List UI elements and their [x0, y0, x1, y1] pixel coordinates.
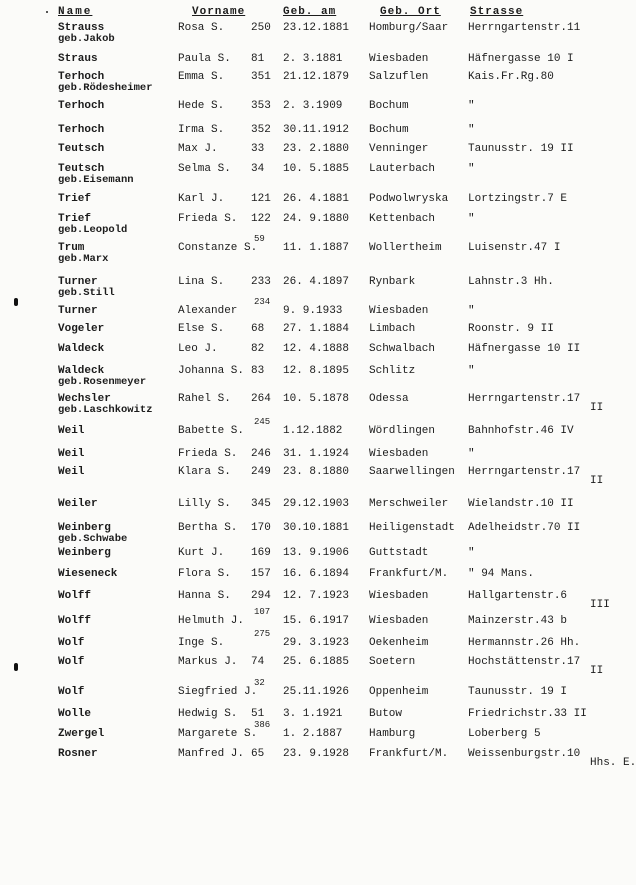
- record-birth-date: 21.12.1879: [283, 71, 350, 83]
- record-birth-place: Butow: [369, 708, 403, 720]
- record-birth-place: Wiesbaden: [369, 53, 429, 65]
- record-street: Taunusstr. 19 I: [468, 686, 568, 698]
- record-street: Hallgartenstr.6: [468, 590, 568, 602]
- record-number: 33: [251, 143, 265, 155]
- record-number: 170: [251, 522, 271, 534]
- record-birth-date: 2. 3.1881: [283, 53, 343, 65]
- record-birth-date: 12. 4.1888: [283, 343, 350, 355]
- record-birth-date: 3. 1.1921: [283, 708, 343, 720]
- record-birth-date: 30.11.1912: [283, 124, 350, 136]
- list-item: [0, 522, 623, 548]
- record-birth-date: 1. 2.1887: [283, 728, 343, 740]
- record-name: Teutsch: [58, 143, 105, 155]
- record-name: Trum: [58, 242, 85, 254]
- record-number: 345: [251, 498, 271, 510]
- record-first-name: Emma S.: [178, 71, 225, 83]
- record-name: Teutsch: [58, 163, 105, 175]
- record-first-name: Lina S.: [178, 276, 225, 288]
- margin-mark: [14, 663, 18, 671]
- record-birth-place: Wiesbaden: [369, 590, 429, 602]
- header-strasse: Strasse: [470, 6, 524, 18]
- record-birth-date: 23.12.1881: [283, 22, 350, 34]
- record-number: 249: [251, 466, 271, 478]
- record-birth-date: 9. 9.1933: [283, 305, 343, 317]
- record-first-name: Irma S.: [178, 124, 225, 136]
- record-name: Wolf: [58, 686, 85, 698]
- record-street: Mainzerstr.43 b: [468, 615, 568, 627]
- record-first-name: Frieda S.: [178, 448, 238, 460]
- record-birth-place: Oekenheim: [369, 637, 429, 649]
- record-birth-place: Rynbark: [369, 276, 416, 288]
- record-number: 264: [251, 393, 271, 405]
- list-item: [0, 365, 623, 391]
- record-birth-place: Wiesbaden: [369, 305, 429, 317]
- record-first-name: Markus J.: [178, 656, 238, 668]
- record-street: ": [468, 547, 475, 559]
- record-street: Bahnhofstr.46 IV: [468, 425, 574, 437]
- list-item: [0, 163, 623, 189]
- record-street: Loberberg 5: [468, 728, 541, 740]
- list-item: [0, 234, 623, 268]
- record-number-note: 59: [254, 234, 265, 244]
- record-first-name: Helmuth J.: [178, 615, 245, 627]
- record-birth-date: 13. 9.1906: [283, 547, 350, 559]
- record-name: Weinberg: [58, 547, 111, 559]
- record-street-extra: II: [590, 402, 604, 414]
- record-birth-date: 11. 1.1887: [283, 242, 350, 254]
- record-street: ": [468, 448, 475, 460]
- list-item: [0, 22, 623, 48]
- record-birth-date: 29. 3.1923: [283, 637, 350, 649]
- record-number-note: 107: [254, 607, 271, 617]
- record-name: Weiler: [58, 498, 98, 510]
- record-street: Herrngartenstr.11: [468, 22, 581, 34]
- record-name: Terhoch: [58, 124, 105, 136]
- record-birth-date: 29.12.1903: [283, 498, 350, 510]
- record-street: Kais.Fr.Rg.80: [468, 71, 554, 83]
- record-birth-place: Salzuflen: [369, 71, 429, 83]
- record-name: Wolf: [58, 637, 85, 649]
- record-birth-place: Odessa: [369, 393, 409, 405]
- record-name: Wolle: [58, 708, 92, 720]
- record-maiden-name: geb.Jakob: [58, 33, 115, 45]
- record-street: ": [468, 100, 475, 112]
- record-birth-place: Wiesbaden: [369, 448, 429, 460]
- record-first-name: Max J.: [178, 143, 218, 155]
- record-maiden-name: geb.Rödesheimer: [58, 82, 153, 94]
- list-item: [0, 498, 623, 524]
- record-birth-date: 12. 8.1895: [283, 365, 350, 377]
- record-name: Vogeler: [58, 323, 105, 335]
- record-name: Wechsler: [58, 393, 111, 405]
- record-birth-date: 26. 4.1897: [283, 276, 350, 288]
- record-number: 81: [251, 53, 265, 65]
- record-birth-place: Guttstadt: [369, 547, 429, 559]
- record-name: Trief: [58, 193, 92, 205]
- record-maiden-name: geb.Leopold: [58, 224, 128, 236]
- record-name: Wolff: [58, 590, 92, 602]
- record-name: Waldeck: [58, 343, 105, 355]
- list-item: [0, 213, 623, 239]
- record-street-extra: Hhs. E.: [590, 757, 636, 769]
- record-birth-place: Saarwellingen: [369, 466, 455, 478]
- record-street: ": [468, 305, 475, 317]
- record-birth-date: 26. 4.1881: [283, 193, 350, 205]
- record-number: 122: [251, 213, 271, 225]
- record-birth-date: 25.11.1926: [283, 686, 350, 698]
- record-birth-date: 15. 6.1917: [283, 615, 350, 627]
- record-street: Taunusstr. 19 II: [468, 143, 574, 155]
- record-street: Hermannstr.26 Hh.: [468, 637, 581, 649]
- header-geb-am: Geb. am: [283, 6, 337, 18]
- record-name: Wolff: [58, 615, 92, 627]
- record-name: Weinberg: [58, 522, 111, 534]
- header-bullet: [46, 11, 48, 13]
- record-birth-date: 27. 1.1884: [283, 323, 350, 335]
- list-item: [0, 71, 623, 97]
- record-number-note: 386: [254, 720, 271, 730]
- list-item: [0, 276, 623, 302]
- record-maiden-name: geb.Laschkowitz: [58, 404, 153, 416]
- record-birth-place: Merschweiler: [369, 498, 449, 510]
- record-first-name: Hede S.: [178, 100, 225, 112]
- record-name: Terhoch: [58, 71, 105, 83]
- record-first-name: Johanna S.: [178, 365, 245, 377]
- record-number: 246: [251, 448, 271, 460]
- record-first-name: Else S.: [178, 323, 225, 335]
- record-number: 294: [251, 590, 271, 602]
- record-street: Adelheidstr.70 II: [468, 522, 581, 534]
- record-birth-date: 30.10.1881: [283, 522, 350, 534]
- header-geb-ort: Geb. Ort: [380, 6, 441, 18]
- record-street: ": [468, 163, 475, 175]
- record-street: Hochstättenstr.17: [468, 656, 581, 668]
- record-birth-date: 10. 5.1885: [283, 163, 350, 175]
- record-birth-date: 23. 2.1880: [283, 143, 350, 155]
- record-birth-place: Schlitz: [369, 365, 416, 377]
- record-maiden-name: geb.Rosenmeyer: [58, 376, 147, 388]
- record-birth-date: 31. 1.1924: [283, 448, 350, 460]
- record-first-name: Kurt J.: [178, 547, 225, 559]
- record-street: Herrngartenstr.17: [468, 466, 581, 478]
- record-birth-place: Wiesbaden: [369, 615, 429, 627]
- record-street: Wielandstr.10 II: [468, 498, 574, 510]
- record-number: 82: [251, 343, 265, 355]
- record-birth-date: 23. 9.1928: [283, 748, 350, 760]
- record-number: 351: [251, 71, 271, 83]
- record-number: 157: [251, 568, 271, 580]
- record-street: ": [468, 365, 475, 377]
- record-number: 250: [251, 22, 271, 34]
- record-street: Roonstr. 9 II: [468, 323, 554, 335]
- record-birth-place: Heiligenstadt: [369, 522, 455, 534]
- record-birth-place: Hamburg: [369, 728, 416, 740]
- record-maiden-name: geb.Marx: [58, 253, 109, 265]
- record-name: Wolf: [58, 656, 85, 668]
- record-number: 68: [251, 323, 265, 335]
- record-name: Weil: [58, 425, 85, 437]
- record-name: Trief: [58, 213, 92, 225]
- list-item: [0, 748, 636, 774]
- record-birth-place: Bochum: [369, 124, 409, 136]
- record-first-name: Hanna S.: [178, 590, 231, 602]
- record-birth-place: Podwolwryska: [369, 193, 449, 205]
- record-first-name: Rosa S.: [178, 22, 225, 34]
- record-street: Luisenstr.47 I: [468, 242, 561, 254]
- record-birth-date: 2. 3.1909: [283, 100, 343, 112]
- record-number-note: 245: [254, 417, 271, 427]
- record-name: Rosner: [58, 748, 98, 760]
- record-first-name: Siegfried J.: [178, 686, 258, 698]
- record-number: 34: [251, 163, 265, 175]
- record-street: Häfnergasse 10 I: [468, 53, 574, 65]
- record-birth-date: 12. 7.1923: [283, 590, 350, 602]
- record-first-name: Paula S.: [178, 53, 231, 65]
- record-birth-place: Frankfurt/M.: [369, 568, 449, 580]
- list-item: [0, 100, 623, 126]
- record-number: 65: [251, 748, 265, 760]
- record-street-extra: II: [590, 665, 604, 677]
- record-number: 353: [251, 100, 271, 112]
- record-street: Herrngartenstr.17: [468, 393, 581, 405]
- record-birth-place: Limbach: [369, 323, 416, 335]
- record-name: Zwergel: [58, 728, 105, 740]
- record-birth-date: 24. 9.1880: [283, 213, 350, 225]
- record-first-name: Alexander: [178, 305, 238, 317]
- record-birth-place: Oppenheim: [369, 686, 429, 698]
- record-number: 74: [251, 656, 265, 668]
- record-number: 233: [251, 276, 271, 288]
- record-first-name: Babette S.: [178, 425, 245, 437]
- list-item: [0, 466, 623, 492]
- list-item: [0, 393, 623, 419]
- record-name: Straus: [58, 53, 98, 65]
- record-name: Weil: [58, 448, 85, 460]
- record-first-name: Inge S.: [178, 637, 225, 649]
- record-first-name: Manfred J.: [178, 748, 245, 760]
- record-birth-place: Kettenbach: [369, 213, 436, 225]
- record-street: Lortzingstr.7 E: [468, 193, 568, 205]
- record-first-name: Frieda S.: [178, 213, 238, 225]
- record-number-note: 32: [254, 678, 265, 688]
- record-birth-date: 10. 5.1878: [283, 393, 350, 405]
- record-first-name: Selma S.: [178, 163, 231, 175]
- record-street: ": [468, 124, 475, 136]
- record-birth-place: Wördlingen: [369, 425, 436, 437]
- record-birth-date: 23. 8.1880: [283, 466, 350, 478]
- record-name: Terhoch: [58, 100, 105, 112]
- record-birth-place: Wollertheim: [369, 242, 442, 254]
- record-number: 83: [251, 365, 265, 377]
- record-birth-place: Soetern: [369, 656, 416, 668]
- header-vorname: Vorname: [192, 6, 246, 18]
- record-maiden-name: geb.Schwabe: [58, 533, 128, 545]
- record-maiden-name: geb.Eisemann: [58, 174, 134, 186]
- record-number: 352: [251, 124, 271, 136]
- record-first-name: Leo J.: [178, 343, 218, 355]
- header-name: Name: [58, 6, 93, 18]
- record-first-name: Margarete S.: [178, 728, 258, 740]
- margin-mark: [14, 298, 18, 306]
- record-birth-place: Bochum: [369, 100, 409, 112]
- record-street: Friedrichstr.33 II: [468, 708, 587, 720]
- record-street: Lahnstr.3 Hh.: [468, 276, 554, 288]
- record-birth-date: 25. 6.1885: [283, 656, 350, 668]
- list-item: [0, 590, 623, 616]
- record-first-name: Bertha S.: [178, 522, 238, 534]
- record-street: " 94 Mans.: [468, 568, 535, 580]
- record-number-note: 234: [254, 297, 271, 307]
- record-birth-place: Homburg/Saar: [369, 22, 449, 34]
- record-name: Waldeck: [58, 365, 105, 377]
- record-birth-date: 1.12.1882: [283, 425, 343, 437]
- record-birth-date: 16. 6.1894: [283, 568, 350, 580]
- record-street: Weissenburgstr.10: [468, 748, 581, 760]
- record-first-name: Rahel S.: [178, 393, 231, 405]
- record-street-extra: III: [590, 599, 610, 611]
- record-number-note: 275: [254, 629, 271, 639]
- list-item: [0, 656, 623, 682]
- record-first-name: Klara S.: [178, 466, 231, 478]
- record-first-name: Karl J.: [178, 193, 225, 205]
- record-first-name: Lilly S.: [178, 498, 231, 510]
- record-maiden-name: geb.Still: [58, 287, 115, 299]
- record-name: Turner: [58, 305, 98, 317]
- record-name: Strauss: [58, 22, 105, 34]
- record-name: Turner: [58, 276, 98, 288]
- record-street-extra: II: [590, 475, 604, 487]
- record-birth-place: Schwalbach: [369, 343, 436, 355]
- record-birth-place: Venninger: [369, 143, 429, 155]
- record-birth-place: Frankfurt/M.: [369, 748, 449, 760]
- record-first-name: Flora S.: [178, 568, 231, 580]
- record-street: ": [468, 213, 475, 225]
- record-number: 121: [251, 193, 271, 205]
- record-number: 51: [251, 708, 265, 720]
- record-first-name: Constanze S.: [178, 242, 258, 254]
- record-name: Wieseneck: [58, 568, 118, 580]
- record-street: Häfnergasse 10 II: [468, 343, 581, 355]
- record-name: Weil: [58, 466, 85, 478]
- record-number: 169: [251, 547, 271, 559]
- record-birth-place: Lauterbach: [369, 163, 436, 175]
- record-first-name: Hedwig S.: [178, 708, 238, 720]
